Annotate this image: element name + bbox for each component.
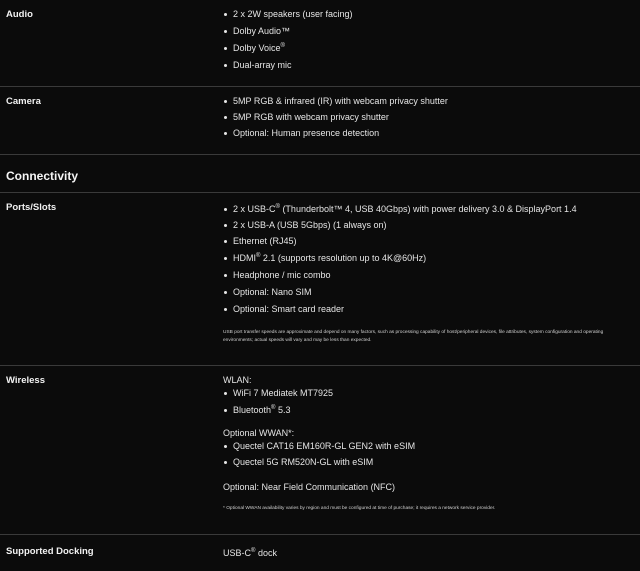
docking-value	[223, 548, 633, 559]
audio-item	[223, 43, 633, 54]
ports-item	[223, 253, 633, 264]
audio-item-text: Dolby Voice	[233, 43, 281, 53]
wireless-content	[223, 375, 633, 513]
registered-mark: ®	[280, 43, 285, 49]
docking-value-text: dock	[255, 548, 277, 558]
audio-row	[0, 0, 640, 87]
registered-mark: ®	[256, 253, 261, 259]
ports-footnote: USB port transfer speeds are approximate and depend on many factors, such as processing capability of host/peripheral devices, file attributes, system configuration and operating environments; actual speeds will vary and may be less than expected.	[223, 330, 604, 343]
audio-item: Dual-array mic	[223, 60, 633, 71]
wlan-heading: WLAN:	[223, 375, 252, 385]
camera-item: 5MP RGB & infrared (IR) with webcam privacy shutter	[223, 96, 633, 107]
section-title-connectivity: Connectivity	[6, 169, 79, 183]
ports-item-text: 2.1 (supports resolution up to 4K@60Hz)	[260, 253, 427, 263]
ports-row	[0, 193, 640, 366]
ports-item: Optional: Nano SIM	[223, 287, 633, 298]
registered-mark: ®	[271, 405, 276, 411]
ports-item	[223, 204, 633, 215]
registered-mark: ®	[275, 204, 280, 210]
audio-list	[223, 9, 633, 71]
wlan-item-text: 5.3	[275, 405, 291, 415]
registered-mark: ®	[251, 548, 256, 554]
camera-item: Optional: Human presence detection	[223, 128, 633, 139]
wlan-item	[223, 405, 633, 416]
ports-item-text: HDMI	[233, 253, 256, 263]
camera-label: Camera	[6, 96, 41, 107]
ports-list	[223, 204, 633, 345]
camera-list	[223, 96, 633, 139]
nfc-text: Optional: Near Field Communication (NFC)	[223, 482, 396, 492]
wlan-item: WiFi 7 Mediatek MT7925	[223, 388, 633, 399]
docking-value-text: USB-C	[223, 548, 252, 558]
audio-item: Dolby Audio™	[223, 26, 633, 37]
ports-item: Ethernet (RJ45)	[223, 236, 633, 247]
wireless-row	[0, 366, 640, 535]
docking-label: Supported Docking	[6, 546, 94, 557]
ports-item-text: 2 x USB-C	[233, 204, 276, 214]
ports-item: Optional: Smart card reader	[223, 304, 633, 315]
ports-item: 2 x USB-A (USB 5Gbps) (1 always on)	[223, 220, 633, 231]
wireless-footnote: * Optional WWAN availability varies by region and must be configured at time of purchase; it requires a network service provider.	[223, 506, 496, 511]
ports-label: Ports/Slots	[6, 202, 57, 213]
wireless-label: Wireless	[6, 375, 45, 386]
wwan-heading: Optional WWAN*:	[223, 428, 295, 438]
wlan-item-text: Bluetooth	[233, 405, 272, 415]
audio-item: 2 x 2W speakers (user facing)	[223, 9, 633, 20]
docking-row	[0, 535, 640, 571]
ports-item: Headphone / mic combo	[223, 270, 633, 281]
wwan-item: Quectel CAT16 EM160R-GL GEN2 with eSIM	[223, 441, 633, 452]
audio-label: Audio	[6, 9, 33, 20]
ports-item-text: (Thunderbolt™ 4, USB 40Gbps) with power delivery 3.0 & DisplayPort 1.4	[279, 204, 577, 214]
wwan-item: Quectel 5G RM520N-GL with eSIM	[223, 457, 633, 468]
camera-item: 5MP RGB with webcam privacy shutter	[223, 112, 633, 123]
camera-row	[0, 87, 640, 155]
